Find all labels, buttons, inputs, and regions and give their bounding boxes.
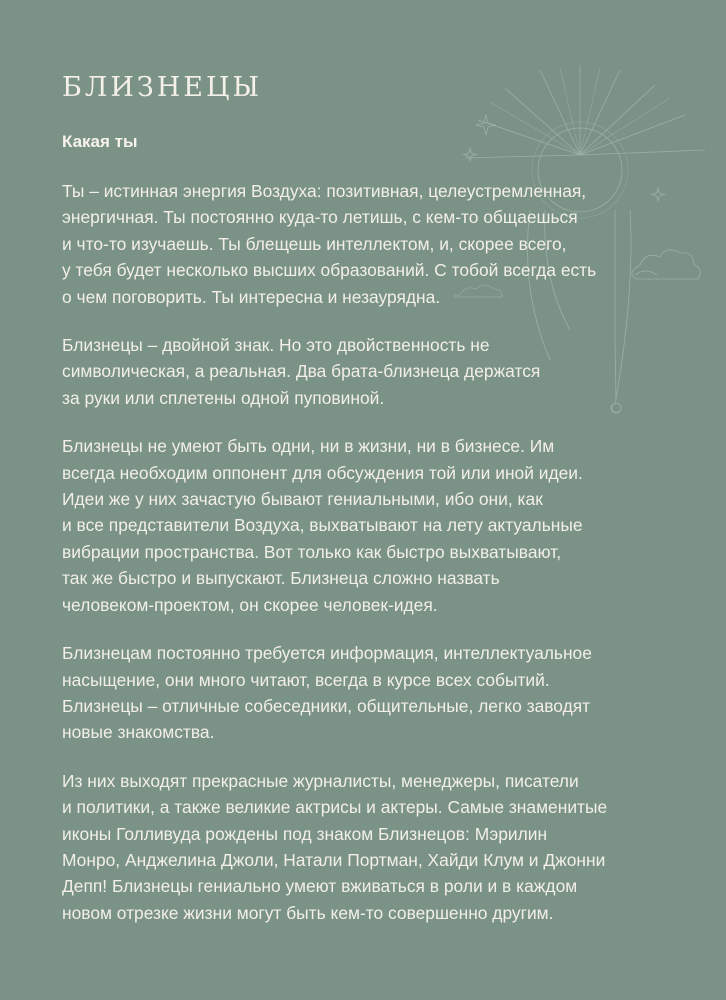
paragraph: Близнецы не умеют быть одни, ни в жизни, ни в бизнесе. Им всегда необходим оппонент для обсуждения той или иной идеи. Идеи же у них зачастую бывают гениальными, ибо они, как и все представители Воздуха, выхватывают на лету актуальные вибрации пространства. Вот только как быстро выхватывают, так же быстро и выпускают. Близнеца сложно назвать человеком-проектом, он скорее человек-идея. (62, 436, 583, 615)
page-title: БЛИЗНЕЦЫ (62, 72, 263, 103)
section-subtitle: Какая ты (62, 132, 138, 151)
paragraph: Близнецы – двойной знак. Но это двойственность не символическая, а реальная. Два брата-близнеца держатся за руки или сплетены одной пуповиной. (62, 335, 541, 408)
sun-rays-icon (465, 65, 705, 158)
paragraph: Близнецам постоянно требуется информация, интеллектуальное насыщение, они много читают, всегда в курсе всех событий. Близнецы – отличные собеседники, общительные, легко заводят новые знакомства. (62, 643, 592, 743)
paragraph: Ты – истинная энергия Воздуха: позитивная, целеустремленная, энергичная. Ты постоянно куда-то летишь, с кем-то общаешься и что-то изучаешь. Ты блещешь интеллектом, и, скорее всего, у тебя будет несколько высших образований. С тобой всегда есть о чем поговорить. Ты интересна и незаурядна. (62, 181, 597, 307)
paragraph: Из них выходят прекрасные журналисты, менеджеры, писатели и политики, а также великие актрисы и актеры. Самые знаменитые иконы Голливуда рождены под знаком Близнецов: Мэрилин Монро, Анджелина Джоли, Натали Портман, Хайди Клум и Джонни Депп! Близнецы гениально умеют вживаться в роли и в каждом новом отрезке жизни могут быть кем-то совершенно другим. (62, 770, 608, 923)
body-text (62, 178, 682, 948)
